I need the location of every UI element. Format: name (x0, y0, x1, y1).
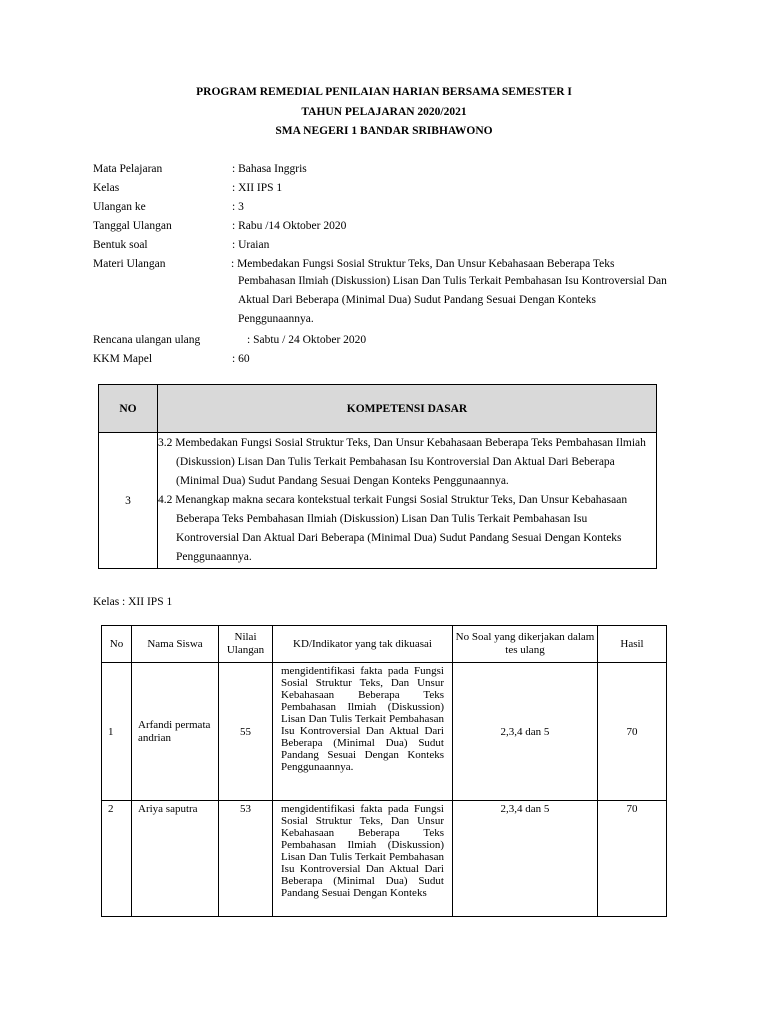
kkm-label: KKM Mapel (93, 353, 153, 365)
materi-line1: : Membedakan Fungsi Sosial Struktur Teks, Dan Unsur Kebahasaan Beberapa Teks (231, 258, 615, 270)
student-table (101, 625, 667, 917)
kd42-line2: Beberapa Teks Pembahasan Ilmiah (Diskussion) Lisan Dan Tulis Terkait Pembahasan Isu (176, 513, 588, 525)
kd32-line2: (Diskussion) Lisan Dan Tulis Terkait Pembahasan Isu Kontroversial Dan Aktual Dari Beberapa (176, 456, 615, 468)
rencana-value: : Sabtu / 24 Oktober 2020 (247, 334, 367, 346)
mapel-value: : Bahasa Inggris (232, 163, 307, 175)
rencana-label: Rencana ulangan ulang (93, 334, 201, 346)
kd32-line3: (Minimal Dua) Sudut Pandang Sesuai Dengan Konteks Penggunaannya. (176, 475, 509, 487)
kd-header-row (99, 385, 657, 433)
kd42-line3: Kontroversial Dan Aktual Dari Beberapa (Minimal Dua) Sudut Pandang Sesuai Dengan Konteks (176, 532, 622, 544)
kd-col-no: NO (99, 385, 158, 433)
row-no: 1 (102, 663, 132, 801)
col-nilai: Nilai Ulangan (219, 626, 273, 663)
tanggal-label: Tanggal Ulangan (93, 220, 172, 232)
materi-line2: Pembahasan Ilmiah (Diskussion) Lisan Dan Tulis Terkait Pembahasan Isu Kontroversial Dan (238, 275, 667, 287)
col-nama: Nama Siswa (132, 626, 219, 663)
student-header-row (102, 626, 667, 663)
mapel-label: Mata Pelajaran (93, 163, 163, 175)
kelas-label: Kelas (93, 182, 120, 194)
materi-line4: Penggunaannya. (238, 313, 314, 325)
kd-col-kd: KOMPETENSI DASAR (158, 385, 657, 433)
ulangan-label: Ulangan ke (93, 201, 146, 213)
table-row (102, 663, 667, 801)
kd-row-text (158, 433, 657, 569)
materi-line3: Aktual Dari Beberapa (Minimal Dua) Sudut Pandang Sesuai Dengan Konteks (238, 294, 597, 306)
row-hasil: 70 (598, 801, 667, 917)
kd-body-row (99, 433, 657, 569)
kd42-line4: Penggunaannya. (176, 551, 252, 563)
col-kd: KD/Indikator yang tak dikuasai (273, 626, 453, 663)
ulangan-value: : 3 (232, 201, 244, 213)
row-soal: 2,3,4 dan 5 (453, 663, 598, 801)
kelas-section-label: Kelas : XII IPS 1 (93, 596, 173, 608)
row-nilai: 53 (219, 801, 273, 917)
kd-row-no: 3 (99, 433, 158, 569)
kelas-value: : XII IPS 1 (232, 182, 283, 194)
materi-label: Materi Ulangan (93, 258, 166, 270)
row-nilai: 55 (219, 663, 273, 801)
tanggal-value: : Rabu /14 Oktober 2020 (232, 220, 347, 232)
kkm-value: : 60 (232, 353, 250, 365)
document-title-line2: TAHUN PELAJARAN 2020/2021 (301, 106, 467, 118)
row-no: 2 (102, 801, 132, 917)
row-nama: Ariya saputra (132, 801, 219, 917)
col-hasil: Hasil (598, 626, 667, 663)
document-title-line3: SMA NEGERI 1 BANDAR SRIBHAWONO (275, 125, 493, 137)
col-soal: No Soal yang dikerjakan dalam tes ulang (453, 626, 598, 663)
kompetensi-dasar-table (98, 384, 657, 569)
col-no: No (102, 626, 132, 663)
row-kd: mengidentifikasi fakta pada Fungsi Sosial Struktur Teks, Dan Unsur Kebahasaan Beberapa Teks Pembahasan Ilmiah (Diskussion) Lisan Dan Tulis Terkait Pembahasan Isu Kontroversial Dan Aktual Dari Beberapa (Minimal Dua) Sudut Pandang Sesuai Dengan Konteks Penggunaannya. (273, 663, 453, 801)
row-nama: Arfandi permata andrian (132, 663, 219, 801)
row-kd: mengidentifikasi fakta pada Fungsi Sosial Struktur Teks, Dan Unsur Kebahasaan Beberapa Teks Pembahasan Ilmiah (Diskussion) Lisan Dan Tulis Terkait Pembahasan Isu Kontroversial Dan Aktual Dari Beberapa (Minimal Dua) Sudut Pandang Sesuai Dengan Konteks (273, 801, 453, 917)
table-row (102, 801, 667, 917)
bentuk-value: : Uraian (232, 239, 270, 251)
kd42-line1: 4.2 Menangkap makna secara kontekstual terkait Fungsi Sosial Struktur Teks, Dan Unsur Kebahasaan (158, 494, 628, 506)
bentuk-label: Bentuk soal (93, 239, 148, 251)
row-hasil: 70 (598, 663, 667, 801)
row-soal: 2,3,4 dan 5 (453, 801, 598, 917)
document-title-line1: PROGRAM REMEDIAL PENILAIAN HARIAN BERSAMA SEMESTER I (196, 86, 572, 98)
kd32-line1: 3.2 Membedakan Fungsi Sosial Struktur Teks, Dan Unsur Kebahasaan Beberapa Teks Pembahasan Ilmiah (158, 437, 646, 449)
